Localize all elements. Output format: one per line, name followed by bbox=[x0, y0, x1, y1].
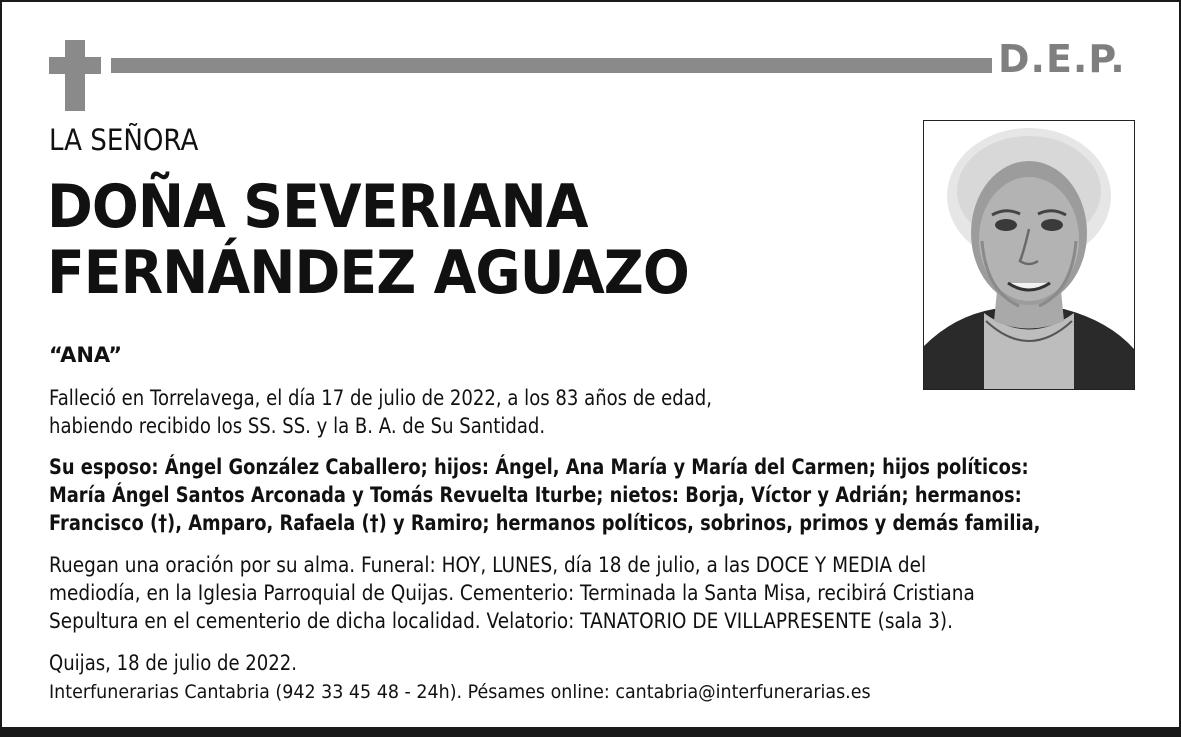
funeral-line-1: Ruegan una oración por su alma. Funeral: HOY, LUNES, día 18 de julio, a las DOCE Y MEDIA del bbox=[49, 553, 927, 577]
death-line-1: Falleció en Torrelavega, el día 17 de julio de 2022, a los 83 años de edad, bbox=[49, 386, 713, 410]
name-line-1: DOÑA SEVERIANA bbox=[47, 172, 588, 242]
header-rule bbox=[111, 58, 992, 73]
family-line-1: Su esposo: Ángel González Caballero; hijos: Ángel, Ana María y María del Carmen; hijos políticos: bbox=[49, 455, 1029, 480]
cross-icon bbox=[65, 40, 85, 111]
family-line-2: María Ángel Santos Arconada y Tomás Revuelta Iturbe; nietos: Borja, Víctor y Adrián; hermanos: bbox=[49, 483, 1022, 508]
dep-label: D.E.P. bbox=[998, 37, 1126, 81]
family-line-3: Francisco (†), Amparo, Rafaela (†) y Ramiro; hermanos políticos, sobrinos, primos y demás familia, bbox=[49, 511, 1041, 536]
death-info bbox=[49, 384, 712, 440]
footer-contact: Interfunerarias Cantabria (942 33 45 48 - 24h). Pésames online: cantabria@interfunerarias.es bbox=[49, 681, 871, 703]
honorific: LA SEÑORA bbox=[49, 123, 199, 157]
funeral-line-2: mediodía, en la Iglesia Parroquial de Quijas. Cementerio: Terminada la Santa Misa, recibirá Cristiana bbox=[49, 581, 975, 605]
funeral-info bbox=[49, 551, 975, 635]
deceased-name bbox=[47, 174, 689, 306]
place-date: Quijas, 18 de julio de 2022. bbox=[49, 651, 298, 675]
family-list bbox=[49, 454, 1040, 538]
portrait-illustration bbox=[924, 121, 1134, 389]
funeral-line-3: Sepultura en el cementerio de dicha localidad. Velatorio: TANATORIO DE VILLAPRESENTE (sala 3). bbox=[49, 609, 953, 633]
cross-icon-bar bbox=[49, 57, 101, 74]
death-line-2: habiendo recibido los SS. SS. y la B. A. de Su Santidad. bbox=[49, 414, 546, 438]
alias: “ANA” bbox=[49, 343, 123, 367]
portrait-photo bbox=[923, 120, 1135, 390]
name-line-2: FERNÁNDEZ AGUAZO bbox=[47, 238, 689, 308]
